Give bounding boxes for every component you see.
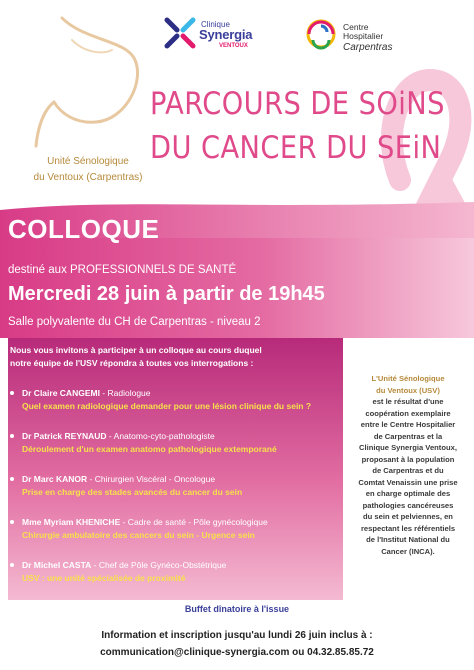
speaker-name: Dr Marc KANOR: [22, 474, 88, 484]
speaker-name: Dr Michel CASTA: [22, 560, 92, 570]
speaker-role: - Anatomo-cyto-pathologiste: [106, 431, 215, 441]
speaker-heading: [22, 560, 226, 570]
speaker-topic: Déroulement d'un examen anatomo pathologique extemporané: [22, 444, 277, 454]
speaker-name: Mme Myriam KHENICHE: [22, 517, 121, 527]
usv-line: Comtat Venaissin une prise: [358, 477, 458, 487]
speaker-topic: USV : une unité spécialisée de proximité: [22, 573, 186, 583]
title-line-2: DU CANCER DU SEiN: [150, 130, 442, 166]
bullet-icon: [10, 563, 14, 567]
registration-contact: communication@clinique-synergia.com ou 04.32.85.85.72: [100, 647, 374, 658]
ch-logo-text: Centre Hospitalier: [343, 22, 384, 41]
speaker-topic: Chirurgie ambulatoire des cancers du sein - Urgence sein: [22, 530, 255, 540]
bullet-icon: [10, 520, 14, 524]
event-venue: Salle polyvalente du CH de Carpentras - niveau 2: [8, 316, 261, 328]
speaker-role: - Cadre de santé - Pôle gynécologique: [120, 517, 268, 527]
buffet-note: Buffet dînatoire à l'issue: [184, 604, 290, 614]
event-date: Mercredi 28 juin à partir de 19h45: [8, 283, 325, 305]
usv-line: du Ventoux (USV): [376, 385, 440, 395]
usv-line: respectant les référentiels: [360, 523, 456, 533]
event-audience: destiné aux PROFESSIONNELS DE SANTÉ: [8, 264, 237, 276]
breast-illustration: [14, 10, 164, 150]
usv-line: Cancer (INCA).: [381, 546, 435, 556]
usv-line: coopération exemplaire: [365, 408, 451, 418]
speaker-role: - Chef de Pôle Gynéco-Obstétrique: [91, 560, 227, 570]
usv-line: de l'Institut National du: [366, 535, 450, 544]
synergia-x-icon: [163, 16, 197, 50]
usv-line: proposant à la population: [361, 454, 455, 464]
unit-name-line-2: du Ventoux (Carpentras): [33, 172, 143, 183]
speaker-topic: Prise en charge des stades avancés du cancer du sein: [22, 487, 243, 497]
speaker-role: - Radiologue: [99, 388, 151, 398]
speaker-heading: [22, 517, 268, 527]
speaker-topic: Quel examen radiologique demander pour une lésion clinique du sein ?: [22, 401, 312, 411]
clinique-synergia-logo: [163, 14, 263, 56]
speaker-name: Dr Patrick REYNAUD: [22, 431, 107, 441]
event-heading: COLLOQUE: [8, 214, 160, 244]
usv-line: L'Unité Sénologique: [371, 374, 445, 383]
intro-line-1: Nous vous invitons à participer à un colloque au cours duquel: [10, 345, 262, 355]
speaker-name: Dr Claire CANGEMI: [22, 388, 100, 398]
page-title: [150, 82, 445, 170]
bullet-icon: [10, 434, 14, 438]
usv-line: entre le Centre Hospitalier: [360, 420, 456, 429]
bullet-icon: [10, 477, 14, 481]
usv-line: pathologies cancéreuses: [362, 500, 454, 510]
usv-line: de Carpentras et la: [373, 431, 443, 441]
speaker-role: - Chirurgien Viscéral - Oncologue: [87, 474, 216, 484]
ch-logo-city: Carpentras: [343, 42, 393, 53]
centre-hospitalier-logo: [303, 14, 413, 54]
unit-name-line-1: Unité Sénologique: [47, 156, 129, 167]
usv-line: en charge optimale des: [365, 489, 451, 498]
usv-line: est le résultat d'une: [372, 397, 444, 406]
usv-line: du sein et pelviennes, en: [363, 512, 453, 521]
title-line-1: PARCOURS DE SOiNS: [150, 86, 445, 122]
usv-description: [348, 373, 468, 557]
speaker-heading: [22, 474, 215, 484]
usv-line: de Carpentras et du: [372, 466, 444, 475]
bullet-icon: [10, 391, 14, 395]
sun-swirl-icon: [303, 16, 341, 50]
speaker-heading: [22, 431, 215, 441]
registration-info: Information et inscription jusqu'au lundi 26 juin inclus à :: [101, 630, 373, 641]
speaker-heading: [22, 388, 151, 398]
synergia-logo-name: Synergia: [199, 27, 253, 42]
intro-line-2: notre équipe de l'USV répondra à toutes vos interrogations :: [10, 358, 254, 368]
usv-line: Clinique Synergia Ventoux,: [359, 443, 457, 452]
synergia-logo-sub: VENTOUX: [219, 43, 248, 49]
program-intro: [10, 344, 310, 370]
synergia-logo-small: Clinique: [201, 20, 230, 29]
